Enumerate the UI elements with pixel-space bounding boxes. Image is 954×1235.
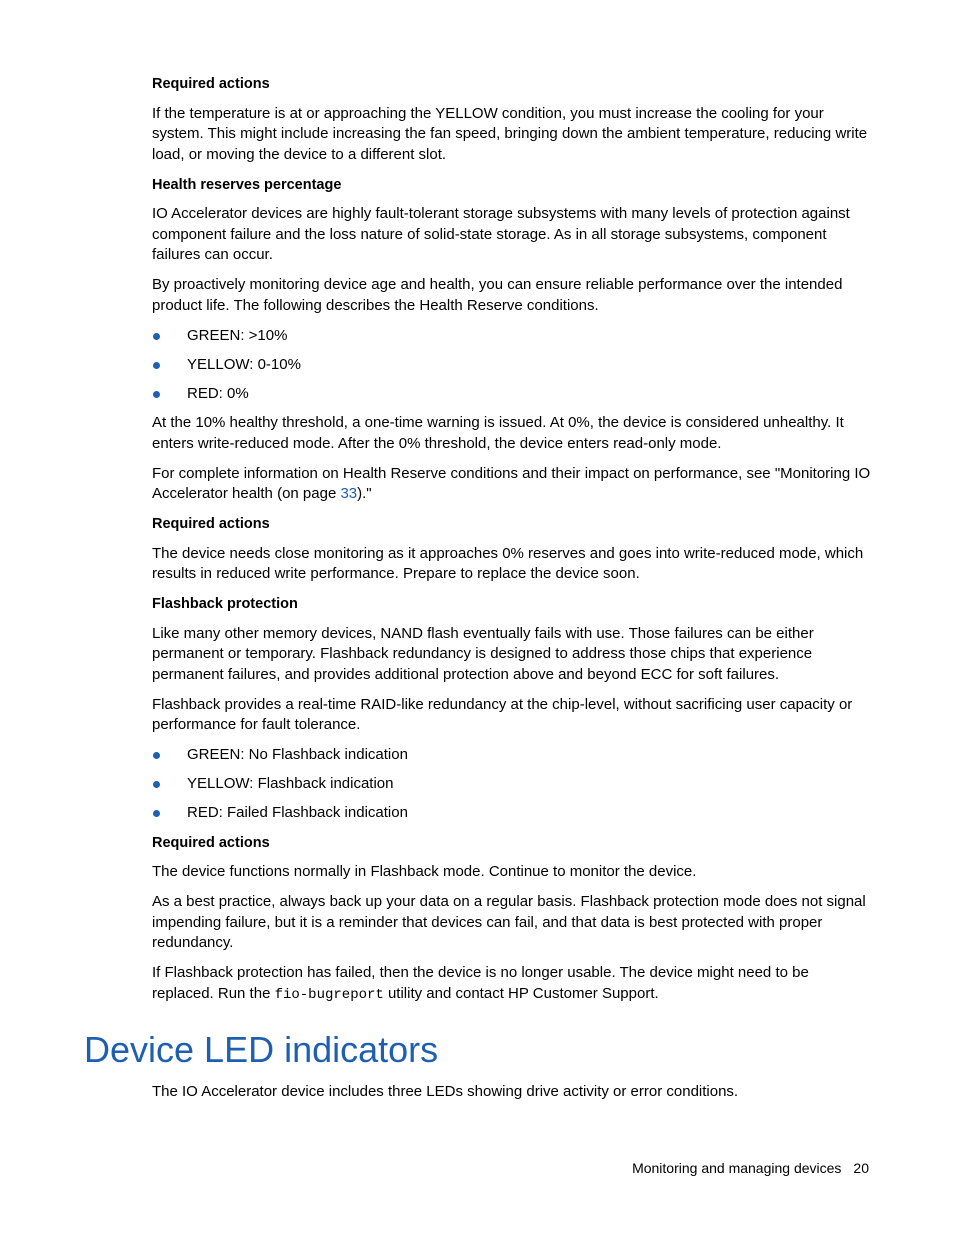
subheading-flashback-protection: Flashback protection: [152, 596, 298, 612]
health-reserve-list: [152, 326, 874, 405]
section-title: Device LED indicators: [84, 1029, 439, 1070]
footer-chapter: Monitoring and managing devices: [632, 1160, 842, 1176]
page-footer: [632, 1158, 869, 1178]
bullet-icon: [153, 333, 160, 340]
paragraph-monitoring-health: By proactively monitoring device age and health, you can ensure reliable performance over the intended product life. The following describes the Health Reserve conditions.: [152, 276, 843, 314]
page-number: 20: [853, 1160, 869, 1176]
section-intro: The IO Accelerator device includes three LEDs showing drive activity or error conditions.: [152, 1083, 739, 1100]
list-item: GREEN: No Flashback indication: [152, 745, 874, 766]
paragraph-best-practice: As a best practice, always back up your data on a regular basis. Flashback protection mode does not signal impending failure, but it is a reminder that devices can fail, and that data is best protected with proper redundancy.: [152, 893, 866, 951]
subheading-health-reserves: Health reserves percentage: [152, 176, 342, 193]
subheading-required-actions: Required actions: [152, 834, 270, 851]
document-body: [152, 74, 874, 1015]
subheading-required-actions: Required actions: [152, 516, 270, 532]
bullet-icon: [153, 752, 160, 759]
list-item: YELLOW: Flashback indication: [152, 774, 874, 795]
paragraph-fault-tolerant: IO Accelerator devices are highly fault-tolerant storage subsystems with many levels of protection against component failure and the loss nature of solid-state storage. As in all storage subsystems, component failures can occur.: [152, 205, 850, 263]
paragraph-temperature-actions: If the temperature is at or approaching the YELLOW condition, you must increase the cooling for your system. This might include increasing the fan speed, bringing down the ambient temperature, reducing write load, or moving the device to a different slot.: [152, 104, 868, 163]
list-item: YELLOW: 0-10%: [152, 355, 874, 376]
paragraph-threshold: At the 10% healthy threshold, a one-time warning is issued. At 0%, the device is considered unhealthy. It enters write-reduced mode. After the 0% threshold, the device enters read-only mode.: [152, 414, 844, 452]
paragraph-nand-flash: Like many other memory devices, NAND flash eventually fails with use. Those failures can be either permanent or temporary. Flashback redundancy is designed to address those chips that experience permanent failures, and provides additional protection above and beyond ECC for soft failures.: [152, 624, 814, 683]
paragraph-flashback-failed: If Flashback protection has failed, then the device is no longer usable. The device might need to be replaced. Run the fio-bugreport utility and contact HP Customer Support.: [152, 964, 809, 1003]
list-item: GREEN: >10%: [152, 326, 874, 347]
flashback-list: [152, 745, 874, 824]
bullet-icon: [153, 391, 160, 398]
bullet-icon: [153, 810, 160, 817]
paragraph-flashback-mode: The device functions normally in Flashback mode. Continue to monitor the device.: [152, 863, 697, 880]
bullet-icon: [153, 781, 160, 788]
page-link[interactable]: 33: [340, 485, 358, 502]
command-code: fio-bugreport: [274, 986, 384, 1003]
subheading-required-actions: Required actions: [152, 76, 270, 92]
list-item: RED: 0%: [152, 384, 874, 405]
list-item: RED: Failed Flashback indication: [152, 803, 874, 824]
bullet-icon: [153, 362, 160, 369]
paragraph-close-monitoring: The device needs close monitoring as it approaches 0% reserves and goes into write-reduced mode, which results in reduced write performance. Prepare to replace the device soon.: [152, 544, 864, 582]
paragraph-complete-info: For complete information on Health Reserve conditions and their impact on performance, see "Monitoring IO Accelerator health (on page 33).": [152, 464, 871, 502]
paragraph-flashback-raid: Flashback provides a real-time RAID-like redundancy at the chip-level, without sacrificing user capacity or performance for fault tolerance.: [152, 695, 853, 733]
